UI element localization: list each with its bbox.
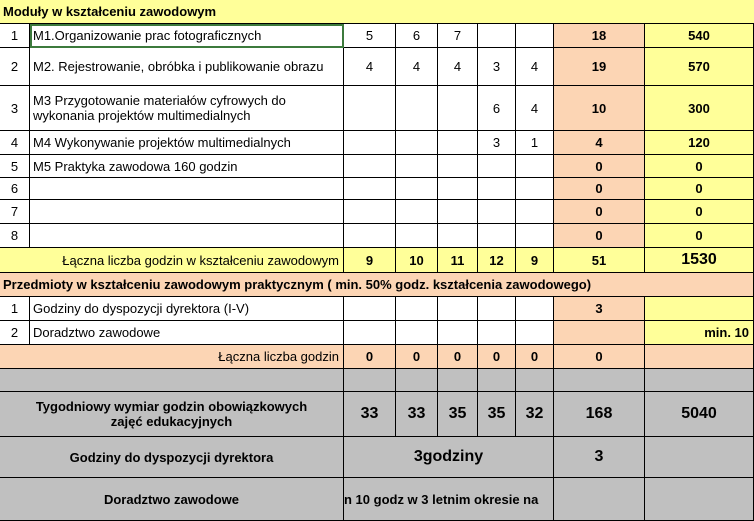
year-hours-cell[interactable] <box>478 200 516 224</box>
year-hours-cell[interactable] <box>344 321 396 345</box>
year-hours-cell[interactable]: 7 <box>438 24 478 48</box>
year-hours-cell[interactable]: 5 <box>344 24 396 48</box>
year-hours-cell[interactable] <box>438 131 478 155</box>
year-hours-cell[interactable] <box>344 297 396 321</box>
weekly-sum[interactable]: 168 <box>554 392 645 437</box>
total-hours-cell[interactable]: min. 10 <box>645 321 754 345</box>
year-hours-cell[interactable] <box>516 178 554 200</box>
summary-year-cell[interactable]: 0 <box>344 345 396 369</box>
weekly-year-total[interactable]: 33 <box>344 392 396 437</box>
year-hours-cell[interactable]: 3 <box>478 48 516 86</box>
gray-cell[interactable] <box>554 369 645 392</box>
gray-cell[interactable] <box>438 369 478 392</box>
director-hours-label: Godziny do dyspozycji dyrektora <box>0 437 344 478</box>
row-number[interactable]: 8 <box>0 224 30 248</box>
year-hours-cell[interactable]: 3 <box>478 131 516 155</box>
summary-year-cell[interactable]: 12 <box>478 248 516 273</box>
year-hours-cell[interactable] <box>396 321 438 345</box>
summary-weekly-cell[interactable]: 51 <box>554 248 645 273</box>
subject-name[interactable]: Doradztwo zawodowe <box>30 321 344 345</box>
total-hours-cell[interactable]: 120 <box>645 131 754 155</box>
row-number[interactable]: 6 <box>0 178 30 200</box>
row-number[interactable]: 1 <box>0 24 30 48</box>
gray-cell[interactable] <box>554 478 645 521</box>
year-hours-cell[interactable] <box>478 297 516 321</box>
gray-cell[interactable] <box>645 369 754 392</box>
weekly-hours-cell[interactable]: 10 <box>554 86 645 131</box>
year-hours-cell[interactable] <box>344 200 396 224</box>
module-name[interactable] <box>30 200 344 224</box>
weekly-hours-cell[interactable]: 0 <box>554 200 645 224</box>
year-hours-cell[interactable] <box>396 178 438 200</box>
weekly-hours-cell[interactable] <box>554 321 645 345</box>
weekly-year-total[interactable]: 32 <box>516 392 554 437</box>
year-hours-cell[interactable]: 4 <box>516 86 554 131</box>
year-hours-cell[interactable] <box>344 86 396 131</box>
year-hours-cell[interactable] <box>344 131 396 155</box>
gray-cell[interactable] <box>396 369 438 392</box>
summary-total-cell[interactable] <box>645 345 754 369</box>
summary-year-cell[interactable]: 0 <box>516 345 554 369</box>
row-number[interactable]: 2 <box>0 48 30 86</box>
gray-cell[interactable] <box>344 369 396 392</box>
module-name[interactable]: M5 Praktyka zawodowa 160 godzin <box>30 155 344 178</box>
year-hours-cell[interactable]: 4 <box>344 48 396 86</box>
year-hours-cell[interactable] <box>438 178 478 200</box>
director-hours-value[interactable]: 3 <box>554 437 645 478</box>
section2-summary-label: Łączna liczba godzin <box>0 345 344 369</box>
module-name[interactable]: M3 Przygotowanie materiałów cyfrowych do wykonania projektów multimedialnych <box>30 86 344 131</box>
gray-cell[interactable] <box>516 369 554 392</box>
gray-cell[interactable] <box>645 437 754 478</box>
year-hours-cell[interactable]: 1 <box>516 131 554 155</box>
row-number[interactable]: 4 <box>0 131 30 155</box>
gray-spacer <box>0 369 344 392</box>
module-name[interactable] <box>30 224 344 248</box>
total-hours-cell[interactable]: 540 <box>645 24 754 48</box>
total-hours-cell[interactable]: 0 <box>645 200 754 224</box>
year-hours-cell[interactable] <box>438 321 478 345</box>
director-hours-text[interactable]: 3godziny <box>344 437 554 478</box>
year-hours-cell[interactable] <box>438 200 478 224</box>
year-hours-cell[interactable] <box>438 297 478 321</box>
summary-year-cell[interactable]: 10 <box>396 248 438 273</box>
row-number[interactable]: 1 <box>0 297 30 321</box>
summary-weekly-cell[interactable]: 0 <box>554 345 645 369</box>
advisory-text[interactable]: n 10 godz w 3 letnim okresie na <box>344 478 554 521</box>
summary-year-cell[interactable]: 0 <box>396 345 438 369</box>
year-hours-cell[interactable] <box>396 297 438 321</box>
year-hours-cell[interactable]: 6 <box>396 24 438 48</box>
weekly-hours-cell[interactable]: 0 <box>554 178 645 200</box>
row-number[interactable]: 5 <box>0 155 30 178</box>
row-number[interactable]: 7 <box>0 200 30 224</box>
year-hours-cell[interactable] <box>396 131 438 155</box>
summary-year-cell[interactable]: 0 <box>478 345 516 369</box>
total-hours-cell[interactable]: 570 <box>645 48 754 86</box>
year-hours-cell[interactable] <box>478 224 516 248</box>
year-hours-cell[interactable] <box>478 24 516 48</box>
total-hours-cell[interactable]: 0 <box>645 178 754 200</box>
section2-title: Przedmioty w kształceniu zawodowym praktycznym ( min. 50% godz. kształcenia zawodowego) <box>0 273 754 297</box>
summary-year-cell[interactable]: 9 <box>344 248 396 273</box>
weekly-hours-cell[interactable]: 3 <box>554 297 645 321</box>
subject-name[interactable]: Godziny do dyspozycji dyrektora (I-V) <box>30 297 344 321</box>
year-hours-cell[interactable] <box>516 200 554 224</box>
year-hours-cell[interactable] <box>438 224 478 248</box>
year-hours-cell[interactable] <box>344 155 396 178</box>
module-name[interactable]: M2. Rejestrowanie, obróbka i publikowanie obrazu <box>30 48 344 86</box>
year-hours-cell[interactable]: 4 <box>516 48 554 86</box>
year-hours-cell[interactable] <box>344 178 396 200</box>
section1-title: Moduły w kształceniu zawodowym <box>0 0 754 24</box>
advisory-label: Doradztwo zawodowe <box>0 478 344 521</box>
weekly-hours-cell[interactable]: 0 <box>554 155 645 178</box>
weekly-year-total[interactable]: 33 <box>396 392 438 437</box>
module-name[interactable]: M1.Organizowanie prac fotograficznych <box>30 24 344 48</box>
weekly-year-total[interactable]: 35 <box>478 392 516 437</box>
total-hours-cell[interactable]: 0 <box>645 155 754 178</box>
year-hours-cell[interactable] <box>516 321 554 345</box>
weekly-hours-cell[interactable]: 18 <box>554 24 645 48</box>
year-hours-cell[interactable] <box>516 297 554 321</box>
year-hours-cell[interactable] <box>516 155 554 178</box>
year-hours-cell[interactable] <box>478 155 516 178</box>
module-name[interactable]: M4 Wykonywanie projektów multimedialnych <box>30 131 344 155</box>
weekly-hours-cell[interactable]: 0 <box>554 224 645 248</box>
module-name[interactable] <box>30 178 344 200</box>
weekly-hours-cell[interactable]: 19 <box>554 48 645 86</box>
year-hours-cell[interactable] <box>396 200 438 224</box>
total-hours-cell[interactable]: 0 <box>645 224 754 248</box>
total-hours-cell[interactable]: 300 <box>645 86 754 131</box>
summary-year-cell[interactable]: 11 <box>438 248 478 273</box>
row-number[interactable]: 3 <box>0 86 30 131</box>
weekly-total-label: Tygodniowy wymiar godzin obowiązkowych zajęć edukacyjnych <box>0 392 344 437</box>
year-hours-cell[interactable] <box>438 155 478 178</box>
section1-summary-label: Łączna liczba godzin w kształceniu zawodowym <box>0 248 344 273</box>
summary-total-cell[interactable]: 1530 <box>645 248 754 273</box>
weekly-grand-total[interactable]: 5040 <box>645 392 754 437</box>
year-hours-cell[interactable] <box>396 86 438 131</box>
year-hours-cell[interactable] <box>396 155 438 178</box>
gray-cell[interactable] <box>645 478 754 521</box>
weekly-year-total[interactable]: 35 <box>438 392 478 437</box>
year-hours-cell[interactable]: 6 <box>478 86 516 131</box>
year-hours-cell[interactable] <box>516 224 554 248</box>
total-hours-cell[interactable] <box>645 297 754 321</box>
year-hours-cell[interactable] <box>438 86 478 131</box>
gray-cell[interactable] <box>478 369 516 392</box>
year-hours-cell[interactable] <box>396 224 438 248</box>
year-hours-cell[interactable] <box>478 321 516 345</box>
row-number[interactable]: 2 <box>0 321 30 345</box>
year-hours-cell[interactable]: 4 <box>438 48 478 86</box>
year-hours-cell[interactable]: 4 <box>396 48 438 86</box>
weekly-hours-cell[interactable]: 4 <box>554 131 645 155</box>
summary-year-cell[interactable]: 9 <box>516 248 554 273</box>
summary-year-cell[interactable]: 0 <box>438 345 478 369</box>
year-hours-cell[interactable] <box>478 178 516 200</box>
year-hours-cell[interactable] <box>516 24 554 48</box>
year-hours-cell[interactable] <box>344 224 396 248</box>
